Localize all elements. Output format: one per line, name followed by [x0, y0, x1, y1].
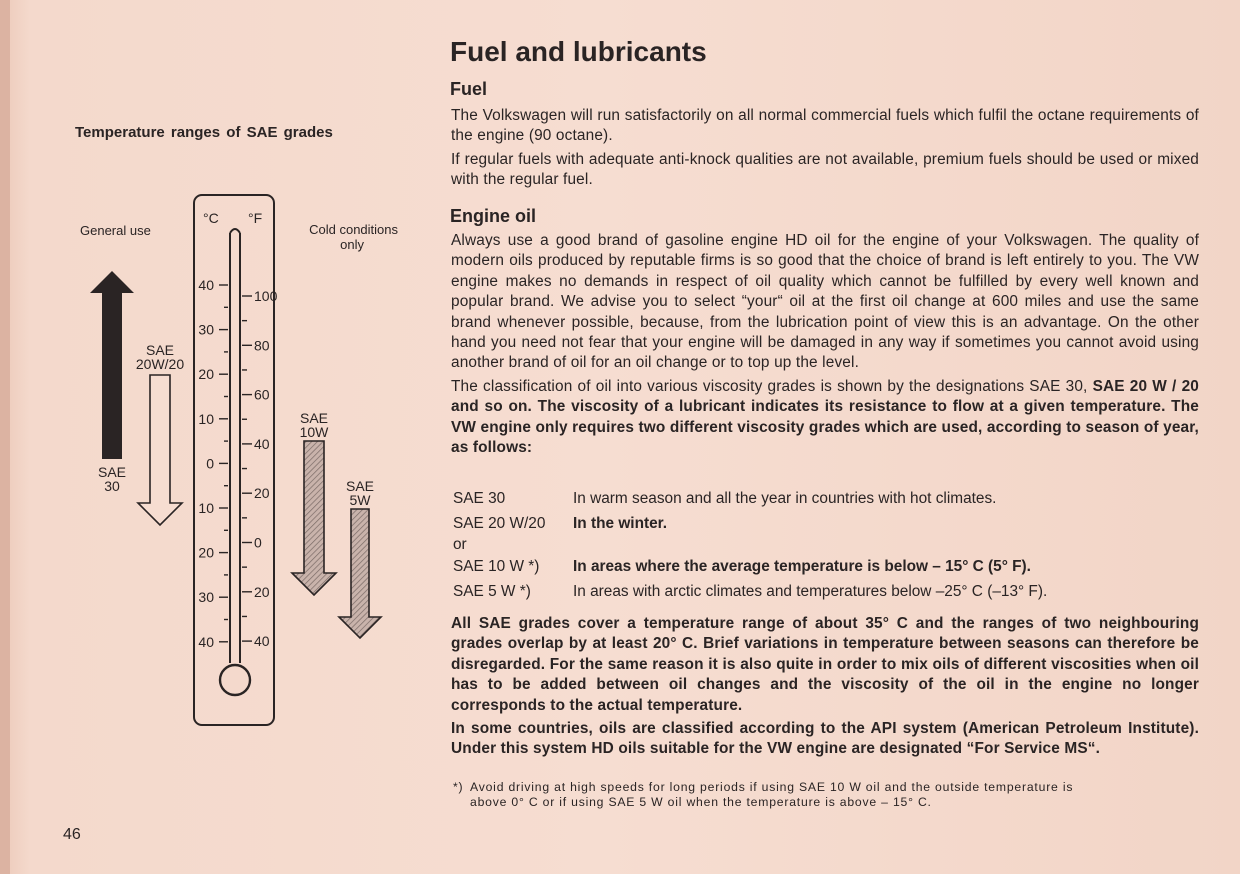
- grade-name: SAE 10 W *): [453, 557, 540, 575]
- thermometer-tube: [230, 229, 240, 663]
- fahrenheit-scale: [242, 288, 278, 649]
- general-use-label: General use: [80, 223, 151, 238]
- engine-oil-heading: Engine oil: [450, 206, 537, 226]
- celsius-tick-label: 10: [198, 410, 214, 427]
- footnote-line-1: Avoid driving at high speeds for long periods if using SAE 10 W oil and the outside temperature is: [470, 780, 1074, 794]
- sae-5w-arrow: [339, 509, 381, 638]
- sae-5w-label-1: SAE: [345, 478, 375, 494]
- celsius-tick-label: 30: [198, 321, 214, 338]
- engine-oil-paragraph-3: All SAE grades cover a temperature range of about 35° C and the ranges of two neighbouring grades overlap by at least 20° C. Brief variations in temperature between seasons can therefore be disregarded. For the same reason it is also quite in order to mix oils of different viscosities when oil has to be added between oil changes and the viscosity of the oil in the engine no longer corresponds to the actual temperature.: [451, 615, 1199, 714]
- engine-oil-paragraph-2: [451, 377, 1199, 459]
- grade-row: [453, 511, 1199, 536]
- fuel-heading: Fuel: [450, 79, 488, 99]
- page-fold-shadow: [0, 0, 10, 874]
- engine-oil-text: [451, 231, 1199, 461]
- cold-conditions-label-1: Cold conditions: [309, 222, 398, 237]
- celsius-tick-label: 40: [198, 633, 214, 650]
- grade-name: SAE 20 W/20: [453, 514, 546, 532]
- fahrenheit-tick-label: 20: [254, 485, 270, 502]
- footnote-mark: *): [453, 780, 464, 794]
- celsius-tick-label: 30: [198, 589, 214, 606]
- grade-name: SAE 5 W *): [453, 582, 531, 600]
- celsius-tick-label: 10: [198, 500, 214, 516]
- or-row: [453, 536, 1199, 554]
- fahrenheit-tick-label: 80: [254, 337, 270, 354]
- fahrenheit-tick-label: 100: [254, 288, 278, 304]
- fuel-paragraph-2: If regular fuels with adequate anti-knock qualities are not available, premium fuels should be used or mixed with the regular fuel.: [451, 150, 1199, 189]
- fahrenheit-tick-label: 40: [254, 435, 270, 452]
- engine-oil-paragraph-2b: SAE 20 W / 20 and so on. The viscosity of a lubricant indicates its resistance to flow at a given temperature. The VW engine only requires two different viscosity grades which are used, according to season of year, as follows:: [451, 377, 1199, 457]
- sae-5w-label-2: 5W: [349, 492, 371, 508]
- sae-30-arrow: [90, 271, 134, 459]
- celsius-tick-label: 20: [198, 366, 214, 383]
- sae-20w20-label-2: 20W/20: [135, 356, 185, 372]
- celsius-tick-label: 0: [206, 455, 214, 472]
- sae-10w-arrow: [292, 441, 336, 595]
- sae-10w-label-2: 10W: [299, 424, 329, 440]
- grade-description: In areas where the average temperature is below – 15° C (5° F).: [573, 557, 1031, 575]
- grade-row: [453, 554, 1199, 579]
- engine-oil-paragraph-2a: The classification of oil into various viscosity grades is shown by the designations SAE 30,: [451, 377, 1088, 395]
- page-title: Fuel and lubricants: [450, 36, 707, 67]
- cold-conditions-label-2: only: [340, 237, 364, 252]
- sae-20w20-arrow: [138, 375, 182, 525]
- grade-row: [453, 486, 1199, 511]
- fuel-text: [451, 106, 1199, 194]
- footnote-line-2: above 0° C or if using SAE 5 W oil when the temperature is above – 15° C.: [470, 795, 932, 809]
- fuel-paragraph-1: The Volkswagen will run satisfactorily on all normal commercial fuels which fulfil the octane requirements of the engine (90 octane).: [451, 107, 1199, 145]
- engine-oil-paragraph-4: In some countries, oils are classified according to the API system (American Petroleum Institute). Under this system HD oils suitable for the VW engine are designated “For Service MS“.: [451, 720, 1199, 758]
- fahrenheit-tick-label: 40: [254, 633, 270, 650]
- fahrenheit-tick-label: 20: [254, 583, 270, 600]
- engine-oil-closing-text: [451, 614, 1199, 763]
- page-number: 46: [63, 826, 81, 843]
- fahrenheit-tick-label: 60: [254, 386, 270, 403]
- sae-grade-table: [453, 486, 1199, 604]
- sae-10w-label-1: SAE: [299, 410, 329, 426]
- fahrenheit-tick-label: 0: [254, 534, 262, 551]
- sae-20w20-label-1: SAE: [145, 342, 175, 358]
- celsius-unit: °C: [203, 210, 219, 226]
- diagram-caption: Temperature ranges of SAE grades: [75, 124, 333, 141]
- thermometer-bulb: [220, 665, 250, 695]
- engine-oil-paragraph-1: Always use a good brand of gasoline engine HD oil for the engine of your Volkswagen. The quality of modern oils produced by reputable firms is so good that the choice of brand is left entirely to you. The VW engine makes no demands in respect of oil quality which cannot be fulfilled by every well known and popular brand. We advise you to select “your“ oil at the first oil change at 600 miles and use the same brand whenever possible, because, from the lubrication point of view this is an advantage. On the other hand you need not fear that your engine will be damaged in any way if sometimes you cannot avoid using another brand of oil for an oil change or to top up the level.: [451, 232, 1199, 372]
- or-label: or: [453, 536, 467, 553]
- celsius-tick-label: 40: [198, 277, 214, 293]
- grade-description: In the winter.: [573, 514, 668, 532]
- fahrenheit-unit: °F: [248, 210, 263, 226]
- grade-row: [453, 579, 1199, 604]
- grade-name: SAE 30: [453, 489, 506, 507]
- sae-temperature-diagram: [70, 185, 400, 745]
- grade-description: In warm season and all the year in countries with hot climates.: [573, 489, 997, 507]
- grade-description: In areas with arctic climates and temperatures below –25° C (–13° F).: [573, 582, 1048, 600]
- celsius-tick-label: 20: [198, 544, 214, 561]
- sae-30-label-1: SAE: [97, 464, 127, 480]
- sae-30-label-2: 30: [104, 478, 120, 494]
- celsius-scale: [198, 277, 228, 650]
- footnote: [453, 780, 1199, 810]
